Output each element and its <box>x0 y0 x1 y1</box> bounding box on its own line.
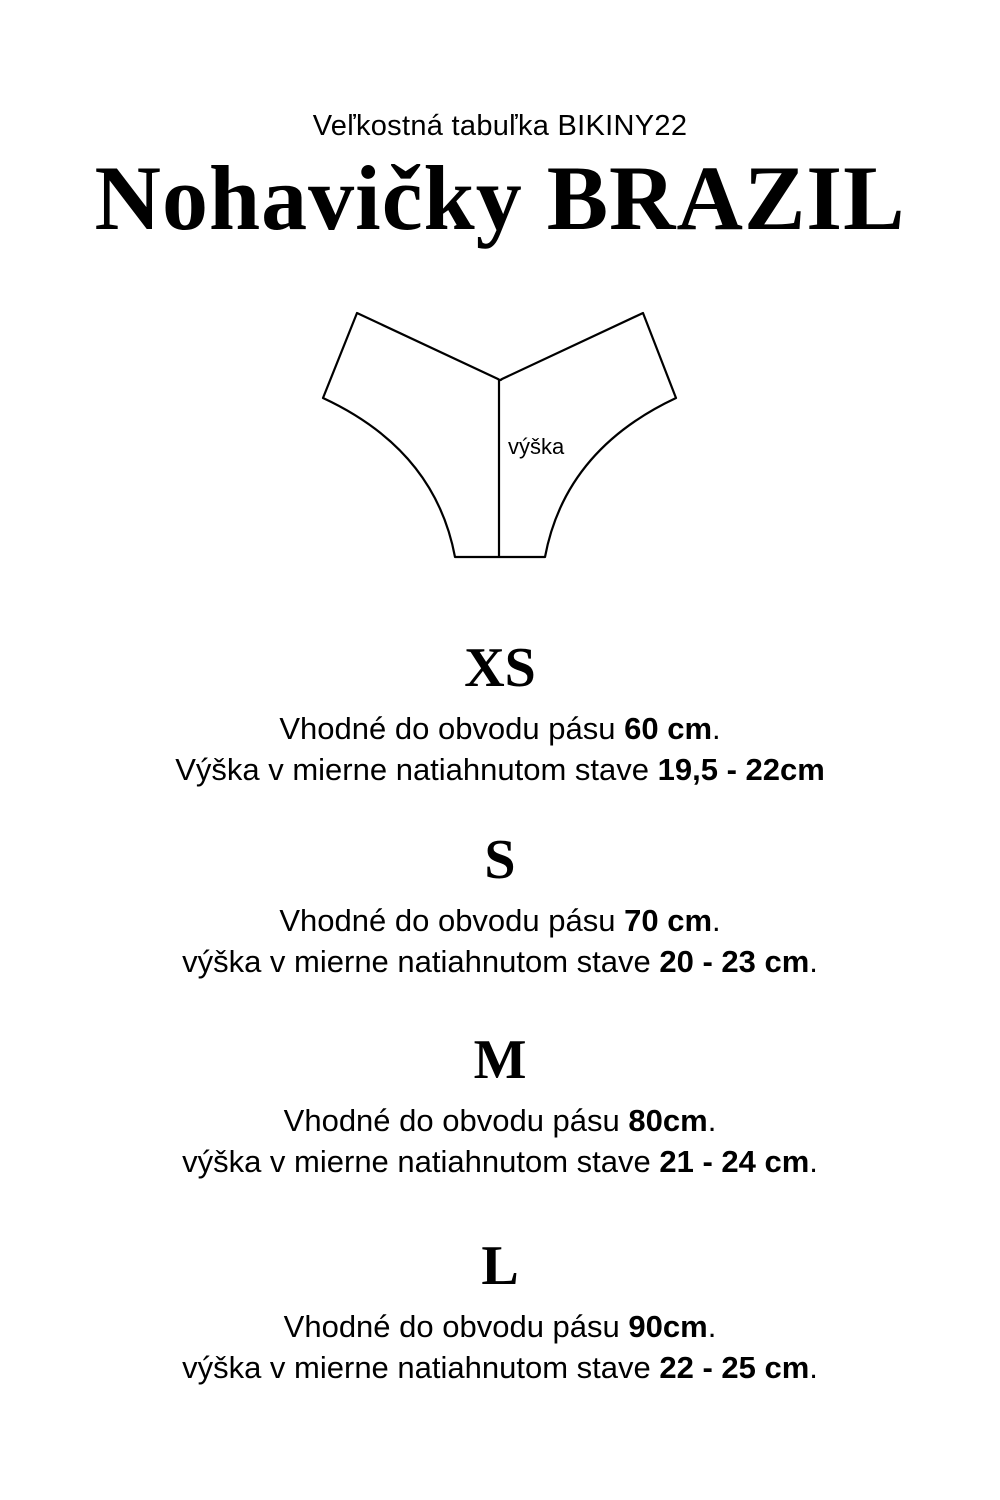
height-value: 20 - 23 cm <box>659 944 810 979</box>
height-value: 19,5 - 22cm <box>657 752 825 787</box>
size-chart-subtitle: Veľkostná tabuľka BIKINY22 <box>312 110 688 142</box>
height-text: výška v mierne natiahnutom stave <box>182 944 660 979</box>
height-text: Výška v mierne natiahnutom stave <box>175 752 658 787</box>
height-line <box>0 749 1000 790</box>
briefs-outline-drawing <box>300 300 700 580</box>
waist-end: . <box>707 1103 717 1138</box>
waist-end: . <box>712 711 721 746</box>
size-name: XS <box>464 637 536 699</box>
height-end: . <box>809 1144 818 1179</box>
size-name: M <box>473 1029 527 1091</box>
briefs-top-curve <box>498 379 502 380</box>
waist-line <box>0 1306 1000 1347</box>
height-end: . <box>809 944 818 979</box>
waist-line <box>0 708 1000 749</box>
size-block-s <box>0 829 1000 982</box>
height-line <box>0 1141 1000 1182</box>
waist-text: Vhodné do obvodu pásu <box>279 711 625 746</box>
waist-line <box>0 1100 1000 1141</box>
height-text: výška v mierne natiahnutom stave <box>182 1144 660 1179</box>
size-name: L <box>481 1235 519 1297</box>
waist-end: . <box>707 1309 717 1344</box>
size-name: S <box>484 829 516 891</box>
briefs-diagram <box>300 300 700 580</box>
waist-end: . <box>712 903 721 938</box>
height-text: výška v mierne natiahnutom stave <box>182 1350 660 1385</box>
waist-text: Vhodné do obvodu pásu <box>283 1103 629 1138</box>
height-line <box>0 1347 1000 1388</box>
height-value: 21 - 24 cm <box>659 1144 810 1179</box>
height-line <box>0 941 1000 982</box>
page-title: Nohavičky BRAZIL <box>94 147 906 249</box>
waist-line <box>0 900 1000 941</box>
waist-value: 80cm <box>628 1103 708 1138</box>
waist-value: 70 cm <box>624 903 713 938</box>
waist-value: 60 cm <box>624 711 713 746</box>
size-block-xs <box>0 637 1000 790</box>
waist-text: Vhodné do obvodu pásu <box>279 903 625 938</box>
height-value: 22 - 25 cm <box>659 1350 810 1385</box>
size-block-m <box>0 1029 1000 1182</box>
waist-value: 90cm <box>628 1309 708 1344</box>
height-end: . <box>809 1350 818 1385</box>
size-block-l <box>0 1235 1000 1388</box>
height-label: výška <box>508 434 565 459</box>
waist-text: Vhodné do obvodu pásu <box>283 1309 629 1344</box>
